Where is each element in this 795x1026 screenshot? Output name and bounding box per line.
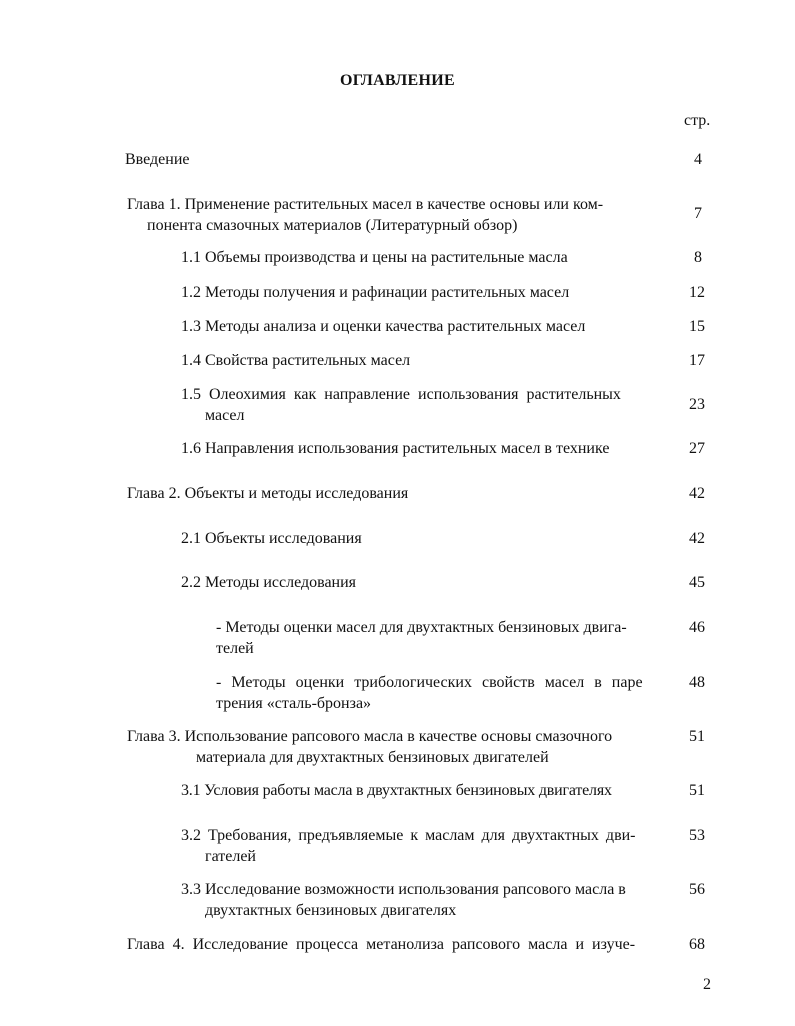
toc-entry-text: 1.2 Методы получения и рафинации растительных масел — [181, 284, 570, 301]
toc-entry-page: 17 — [689, 352, 705, 369]
toc-entry-page: 8 — [694, 249, 702, 266]
toc-entry-page: 27 — [689, 440, 705, 457]
toc-entry-continuation: масел — [205, 407, 245, 424]
toc-entry-page: 51 — [689, 782, 705, 799]
page-number: 2 — [703, 976, 711, 993]
toc-entry-text: 1.3 Методы анализа и оценки качества растительных масел — [181, 318, 586, 335]
toc-entry-text — [181, 825, 670, 867]
toc-entry-continuation: материала для двухтактных бензиновых двигателей — [196, 749, 549, 766]
toc-entry-page: 53 — [689, 827, 705, 844]
toc-entry-line: Глава 3. Использование рапсового масла в качестве основы смазочного — [127, 728, 613, 745]
toc-entry-continuation: гателей — [205, 848, 256, 865]
toc-entry-continuation: двухтактных бензиновых двигателях — [205, 902, 457, 919]
toc-entry-text: Введение — [125, 151, 190, 168]
toc-entry-text: Глава 2. Объекты и методы исследования — [127, 485, 409, 502]
toc-entry-text — [127, 934, 670, 955]
toc-entry-text — [127, 194, 670, 236]
toc-entry-text: 1.1 Объемы производства и цены на растительные масла — [181, 249, 568, 266]
pages-column-label: стр. — [684, 112, 711, 129]
toc-entry-text — [127, 726, 670, 768]
toc-entry-page: 4 — [694, 151, 702, 168]
toc-entry-continuation: телей — [216, 640, 254, 657]
toc-entry-page: 51 — [689, 728, 705, 745]
toc-entry-page: 68 — [689, 936, 705, 953]
toc-entry-page: 7 — [694, 205, 702, 222]
toc-entry-page: 56 — [689, 881, 705, 898]
toc-entry-line: 1.5 Олеохимия как направление использования растительных — [181, 386, 621, 403]
toc-entry-line: 3.3 Исследование возможности использования рапсового масла в — [181, 881, 626, 898]
toc-entry-continuation: понента смазочных материалов (Литературный обзор) — [147, 217, 518, 234]
toc-entry-text — [181, 879, 670, 921]
toc-entry-page: 46 — [689, 619, 705, 636]
toc-entry-text: 1.6 Направления использования растительных масел в технике — [181, 440, 610, 457]
toc-entry-page: 45 — [689, 574, 705, 591]
toc-entry-text: 1.4 Свойства растительных масел — [181, 352, 411, 369]
toc-entry-page: 48 — [689, 674, 705, 691]
toc-entry-text: 2.2 Методы исследования — [181, 574, 357, 591]
toc-entry-text: 2.1 Объекты исследования — [181, 530, 362, 547]
toc-entry-text — [181, 384, 670, 426]
toc-entry-page: 23 — [689, 396, 705, 413]
toc-entry-line: - Методы оценки трибологических свойств масел в паре — [216, 674, 643, 691]
toc-entry-page: 15 — [689, 318, 705, 335]
page-title: ОГЛАВЛЕНИЕ — [340, 72, 455, 89]
toc-entry-text — [216, 617, 670, 659]
toc-entry-continuation: трения «сталь-бронза» — [216, 695, 372, 712]
toc-entry-page: 42 — [689, 530, 705, 547]
toc-entry-text: 3.1 Условия работы масла в двухтактных бензиновых двигателях — [181, 782, 612, 799]
toc-entry-page: 42 — [689, 485, 705, 502]
toc-entry-page: 12 — [689, 284, 705, 301]
toc-entry-text — [216, 672, 670, 714]
toc-entry-line: - Методы оценки масел для двухтактных бензиновых двига- — [216, 619, 627, 636]
toc-entry-line: 3.2 Требования, предъявляемые к маслам для двухтактных дви- — [181, 827, 636, 844]
toc-entry-line: Глава 4. Исследование процесса метанолиза рапсового масла и изуче- — [127, 936, 636, 953]
toc-entry-line: Глава 1. Применение растительных масел в качестве основы или ком- — [127, 196, 604, 213]
